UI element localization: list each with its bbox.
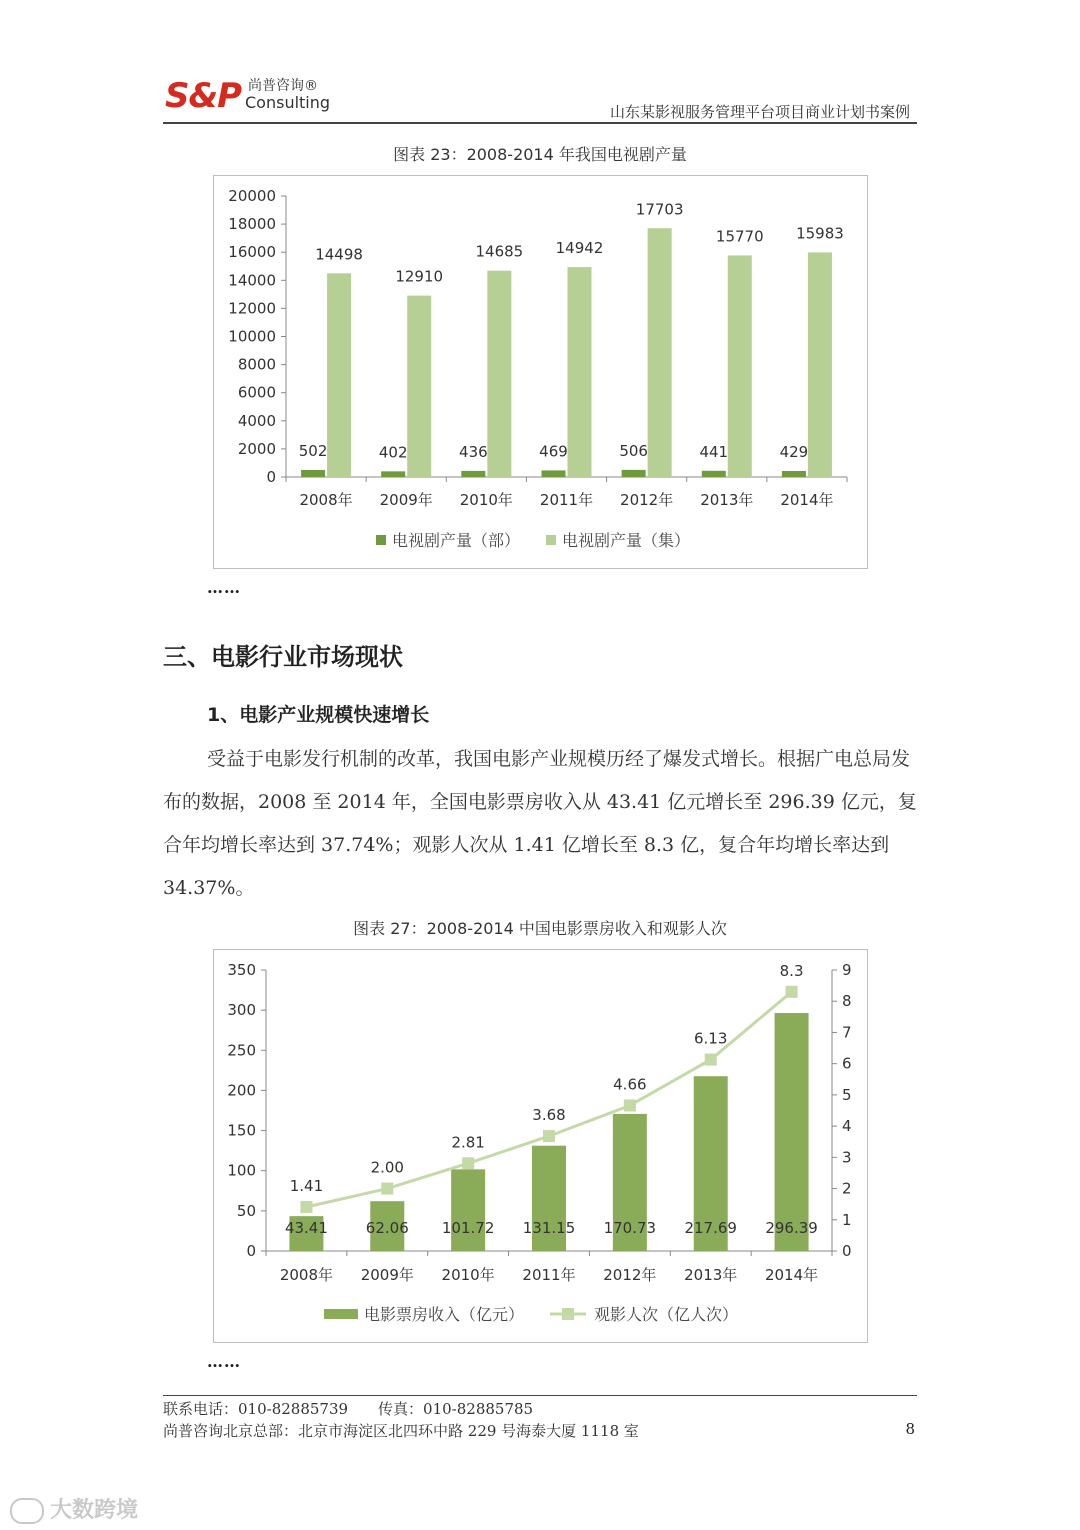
data-label: 506 bbox=[619, 441, 648, 460]
line-marker bbox=[381, 1183, 393, 1195]
bar-data-label: 43.41 bbox=[284, 1219, 328, 1237]
data-label: 402 bbox=[378, 443, 408, 462]
data-label: 14685 bbox=[475, 242, 524, 261]
watermark-text: 大数跨境 bbox=[50, 1498, 139, 1523]
y-tick-label: 10000 bbox=[228, 327, 276, 346]
logo-mark: S&P bbox=[165, 76, 242, 116]
line-marker bbox=[462, 1157, 474, 1169]
line-marker bbox=[624, 1100, 636, 1112]
data-label: 14942 bbox=[555, 239, 604, 258]
x-tick-label: 2008年 bbox=[279, 1266, 334, 1284]
data-label: 12910 bbox=[395, 267, 444, 286]
line-data-label: 8.3 bbox=[779, 961, 804, 980]
line-data-label: 2.00 bbox=[370, 1158, 404, 1177]
right-y-tick-label: 9 bbox=[842, 961, 852, 979]
line-data-label: 6.13 bbox=[694, 1029, 728, 1048]
figure2-caption: 图表 27：2008-2014 中国电影票房收入和观影人次 bbox=[353, 919, 727, 938]
watermark-icon bbox=[10, 1498, 44, 1524]
right-y-tick-label: 7 bbox=[842, 1023, 852, 1042]
bar-episodes-count bbox=[702, 471, 726, 477]
x-tick-label: 2009年 bbox=[360, 1266, 414, 1284]
bar-episodes-count bbox=[461, 471, 485, 477]
right-y-tick-label: 2 bbox=[842, 1179, 852, 1198]
header-divider bbox=[163, 122, 917, 124]
right-y-tick-label: 0 bbox=[842, 1242, 852, 1260]
bar-episodes-total bbox=[648, 228, 672, 477]
y-tick-label: 4000 bbox=[237, 411, 276, 430]
x-tick-label: 2012年 bbox=[620, 491, 674, 509]
legend-swatch bbox=[376, 535, 386, 545]
bar-episodes-count bbox=[622, 470, 646, 477]
bar-data-label: 217.69 bbox=[684, 1219, 737, 1237]
y-tick-label: 12000 bbox=[228, 299, 276, 318]
footer-address: 尚普咨询北京总部：北京市海淀区北四环中路 229 号海泰大厦 1118 室 bbox=[163, 1422, 639, 1440]
right-y-tick-label: 5 bbox=[842, 1085, 852, 1104]
bar-data-label: 101.72 bbox=[441, 1219, 495, 1237]
footer-contact: 联系电话：010-82885739 传真：010-82885785 bbox=[163, 1400, 534, 1418]
logo-english-name: Consulting bbox=[245, 93, 331, 112]
bar-episodes-total bbox=[407, 296, 431, 477]
line-data-label: 2.81 bbox=[451, 1133, 485, 1152]
y-tick-label: 6000 bbox=[237, 383, 276, 402]
tv-production-chart bbox=[214, 176, 867, 568]
bar-episodes-count bbox=[381, 471, 405, 477]
x-tick-label: 2013年 bbox=[700, 491, 754, 509]
watermark bbox=[10, 1493, 138, 1524]
x-tick-label: 2010年 bbox=[441, 1266, 495, 1284]
y-tick-label: 8000 bbox=[237, 355, 276, 374]
legend-swatch-bar bbox=[324, 1309, 358, 1319]
left-y-tick-label: 150 bbox=[227, 1121, 256, 1140]
x-tick-label: 2014年 bbox=[780, 491, 834, 509]
bar-box-office bbox=[451, 1169, 485, 1251]
y-tick-label: 16000 bbox=[228, 243, 276, 262]
bar-data-label: 62.06 bbox=[365, 1219, 409, 1237]
y-tick-label: 0 bbox=[266, 468, 276, 486]
tv-production-chart-box bbox=[213, 175, 868, 569]
line-marker bbox=[786, 986, 798, 998]
body-paragraph-text: 受益于电影发行机制的改革，我国电影产业规模历经了爆发式增长。根据广电总局发布的数据，2008 至 2014 年，全国电影票房收入从 43.41 亿元增长至 296.39 亿元，复合年均增长率达到 37.74%；观影人次从 1.41 亿增长至 8.3 亿，复合年均增长率达到 34.37%。 bbox=[163, 748, 917, 899]
legend-label: 电视剧产量（部） bbox=[392, 531, 521, 550]
right-y-tick-label: 4 bbox=[842, 1117, 852, 1136]
x-tick-label: 2009年 bbox=[379, 491, 433, 509]
bar-data-label: 131.15 bbox=[522, 1219, 576, 1237]
y-tick-label: 14000 bbox=[228, 271, 276, 290]
footer-divider bbox=[163, 1395, 917, 1396]
x-tick-label: 2011年 bbox=[522, 1266, 576, 1284]
right-y-tick-label: 1 bbox=[842, 1210, 852, 1229]
legend-swatch-marker bbox=[562, 1308, 574, 1320]
left-y-tick-label: 50 bbox=[236, 1201, 256, 1220]
subsection-heading: 1、电影产业规模快速增长 bbox=[207, 704, 430, 726]
legend-label: 电视剧产量（集） bbox=[562, 531, 691, 550]
data-label: 429 bbox=[779, 442, 809, 461]
bar-episodes-total bbox=[568, 267, 592, 477]
line-data-label: 4.66 bbox=[613, 1075, 647, 1094]
x-tick-label: 2010年 bbox=[459, 491, 513, 509]
line-marker bbox=[705, 1054, 717, 1066]
left-y-tick-label: 250 bbox=[227, 1041, 256, 1060]
document-title: 山东某影视服务管理平台项目商业计划书案例 bbox=[609, 103, 910, 121]
data-label: 502 bbox=[298, 441, 328, 460]
y-tick-label: 2000 bbox=[237, 439, 276, 458]
bar-episodes-total bbox=[327, 273, 351, 477]
x-tick-label: 2014年 bbox=[764, 1266, 819, 1284]
bar-episodes-count bbox=[782, 471, 806, 477]
left-y-tick-label: 200 bbox=[227, 1081, 256, 1100]
data-label: 469 bbox=[539, 442, 568, 461]
section-heading: 三、电影行业市场现状 bbox=[163, 643, 403, 671]
line-marker bbox=[543, 1130, 555, 1142]
left-y-tick-label: 300 bbox=[227, 1001, 256, 1020]
legend-swatch bbox=[546, 535, 556, 545]
logo-chinese-name: 尚普咨询® bbox=[248, 78, 318, 94]
page-number: 8 bbox=[905, 1420, 915, 1438]
bar-data-label: 170.73 bbox=[603, 1219, 657, 1237]
bar-box-office bbox=[775, 1013, 809, 1251]
bar-episodes-total bbox=[808, 252, 832, 477]
data-label: 14498 bbox=[315, 245, 363, 264]
y-tick-label: 20000 bbox=[228, 187, 276, 205]
data-label: 15770 bbox=[715, 227, 764, 246]
box-office-chart bbox=[214, 950, 867, 1342]
x-tick-label: 2011年 bbox=[539, 491, 594, 509]
bar-data-label: 296.39 bbox=[765, 1219, 818, 1237]
bar-episodes-total bbox=[487, 271, 511, 477]
bar-episodes-count bbox=[301, 470, 325, 477]
box-office-chart-box bbox=[213, 949, 868, 1343]
right-y-tick-label: 6 bbox=[842, 1054, 852, 1073]
bar-episodes-count bbox=[542, 470, 566, 477]
data-label: 17703 bbox=[635, 200, 684, 219]
left-y-tick-label: 100 bbox=[227, 1161, 256, 1180]
bar-episodes-total bbox=[728, 255, 752, 477]
left-y-tick-label: 350 bbox=[227, 961, 256, 979]
x-tick-label: 2012年 bbox=[603, 1266, 657, 1284]
company-logo bbox=[165, 78, 335, 118]
right-y-tick-label: 8 bbox=[842, 992, 852, 1011]
x-tick-label: 2013年 bbox=[684, 1266, 738, 1284]
ellipsis-1: …… bbox=[207, 578, 241, 597]
left-y-tick-label: 0 bbox=[246, 1242, 256, 1260]
line-marker bbox=[300, 1201, 312, 1213]
line-data-label: 3.68 bbox=[532, 1106, 566, 1125]
x-tick-label: 2008年 bbox=[299, 491, 353, 509]
body-paragraph bbox=[163, 738, 921, 910]
figure1-caption: 图表 23：2008-2014 年我国电视剧产量 bbox=[393, 145, 687, 164]
data-label: 436 bbox=[459, 442, 488, 461]
right-y-tick-label: 3 bbox=[842, 1148, 852, 1167]
data-label: 15983 bbox=[796, 224, 844, 243]
legend-label: 观影人次（亿人次） bbox=[594, 1305, 739, 1324]
data-label: 441 bbox=[699, 442, 729, 461]
legend-label: 电影票房收入（亿元） bbox=[364, 1305, 525, 1324]
y-tick-label: 18000 bbox=[228, 215, 276, 234]
line-data-label: 1.41 bbox=[289, 1176, 324, 1195]
ellipsis-2: …… bbox=[207, 1352, 241, 1371]
